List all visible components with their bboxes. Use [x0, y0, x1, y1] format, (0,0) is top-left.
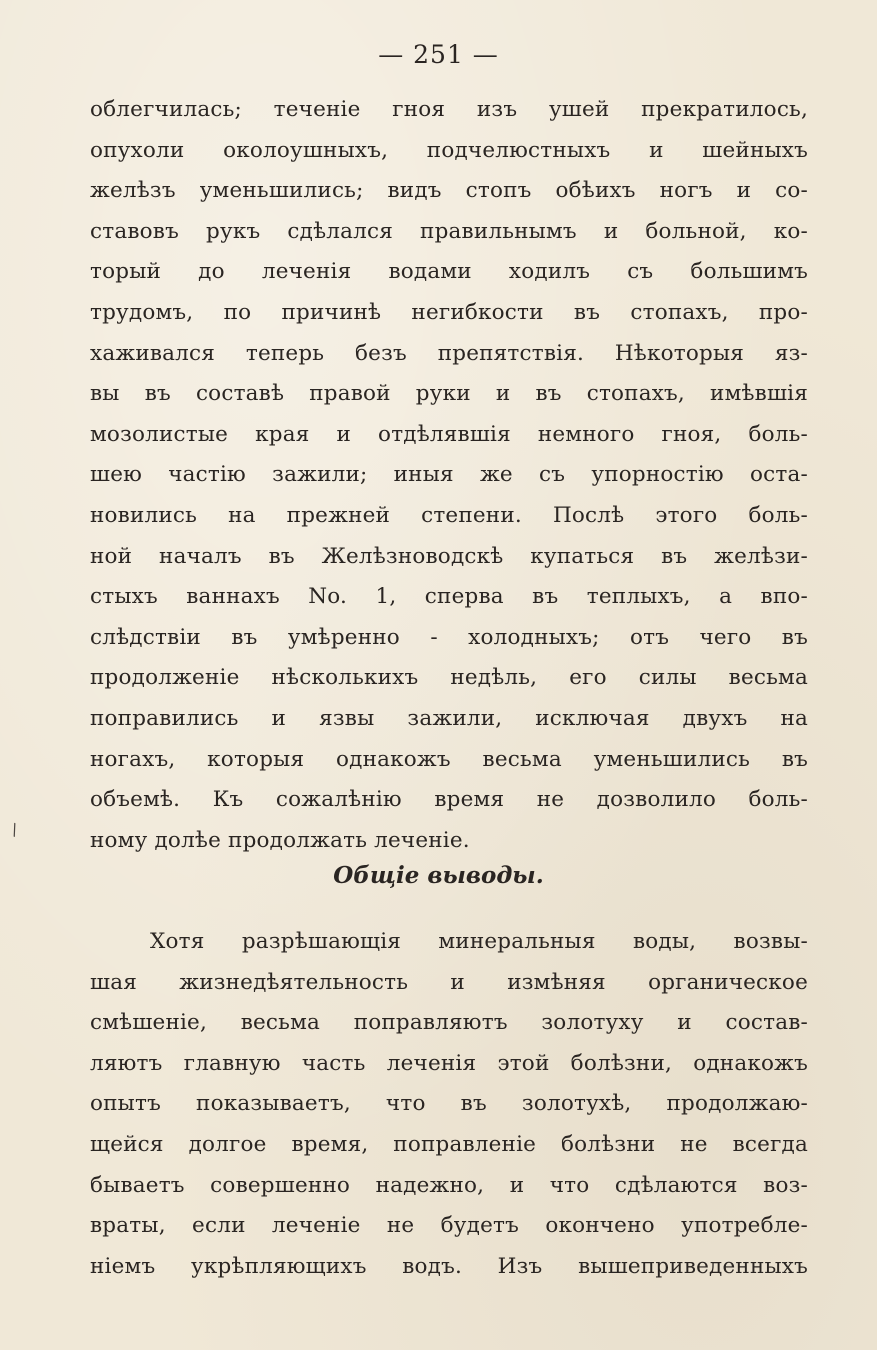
text-line: ляютъ главную часть леченія этой болѣзни, однакожъ [90, 1050, 808, 1076]
text-line: смѣшеніе, весьма поправляютъ золотуху и состав- [90, 1010, 808, 1036]
text-line: бываетъ совершенно надежно, и что сдѣлаются воз- [90, 1172, 808, 1198]
text-line: враты, если леченіе не будетъ окончено употребле- [90, 1213, 808, 1239]
text-line: ніемъ укрѣпляющихъ водъ. Изъ вышеприведенныхъ [90, 1253, 808, 1279]
text-line: ставовъ рукъ сдѣлался правильнымъ и больной, ко- [90, 218, 808, 244]
text-line: желѣзъ уменьшились; видъ стопъ обѣихъ ногъ и со- [90, 178, 808, 204]
text-line: вы въ составѣ правой руки и въ стопахъ, имѣвшія [90, 381, 808, 407]
paragraph-conclusions [90, 922, 808, 1287]
text-line: облегчилась; теченіе гноя изъ ушей прекратилось, [90, 97, 808, 122]
section-heading: Общіе выводы. [333, 862, 544, 889]
paragraph-continued [90, 90, 808, 861]
text-line: опытъ показываетъ, что въ золотухѣ, продолжаю- [90, 1091, 808, 1117]
text-line: продолженіе нѣсколькихъ недѣль, его силы весьма [90, 665, 808, 691]
text-line: торый до леченія водами ходилъ съ большимъ [90, 259, 808, 285]
text-line: мозолистые края и отдѣлявшія немного гноя, боль- [90, 421, 808, 447]
text-line: ному долѣе продолжать леченіе. [90, 827, 470, 853]
text-line: ногахъ, которыя однакожъ весьма уменьшились въ [90, 746, 808, 772]
text-line: поправились и язвы зажили, исключая двухъ на [90, 705, 808, 731]
margin-tick-mark: \ [8, 819, 21, 840]
text-line: шая жизнедѣятельность и измѣняя органическое [90, 969, 808, 995]
text-line: Хотя разрѣшающія минеральныя воды, возвы- [150, 929, 808, 954]
text-line: слѣдствіи въ умѣренно - холодныхъ; отъ чего въ [90, 624, 808, 650]
text-line: новились на прежней степени. Послѣ этого боль- [90, 502, 808, 528]
text-line: стыхъ ваннахъ No. 1, сперва въ теплыхъ, а впо- [90, 584, 808, 610]
text-line: щейся долгое время, поправленіе болѣзни не всегда [90, 1131, 808, 1157]
page-number: — 251 — [378, 40, 499, 69]
text-line: ной началъ въ Желѣзноводскѣ купаться въ желѣзи- [90, 543, 808, 569]
text-line: опухоли околоушныхъ, подчелюстныхъ и шейныхъ [90, 137, 808, 163]
text-line: шею частію зажили; иныя же съ упорностію оста- [90, 462, 808, 488]
text-line: хаживался теперь безъ препятствія. Нѣкоторыя яз- [90, 340, 808, 366]
text-line: объемѣ. Къ сожалѣнію время не дозволило боль- [90, 787, 808, 813]
text-line: трудомъ, по причинѣ негибкости въ стопахъ, про- [90, 299, 808, 325]
